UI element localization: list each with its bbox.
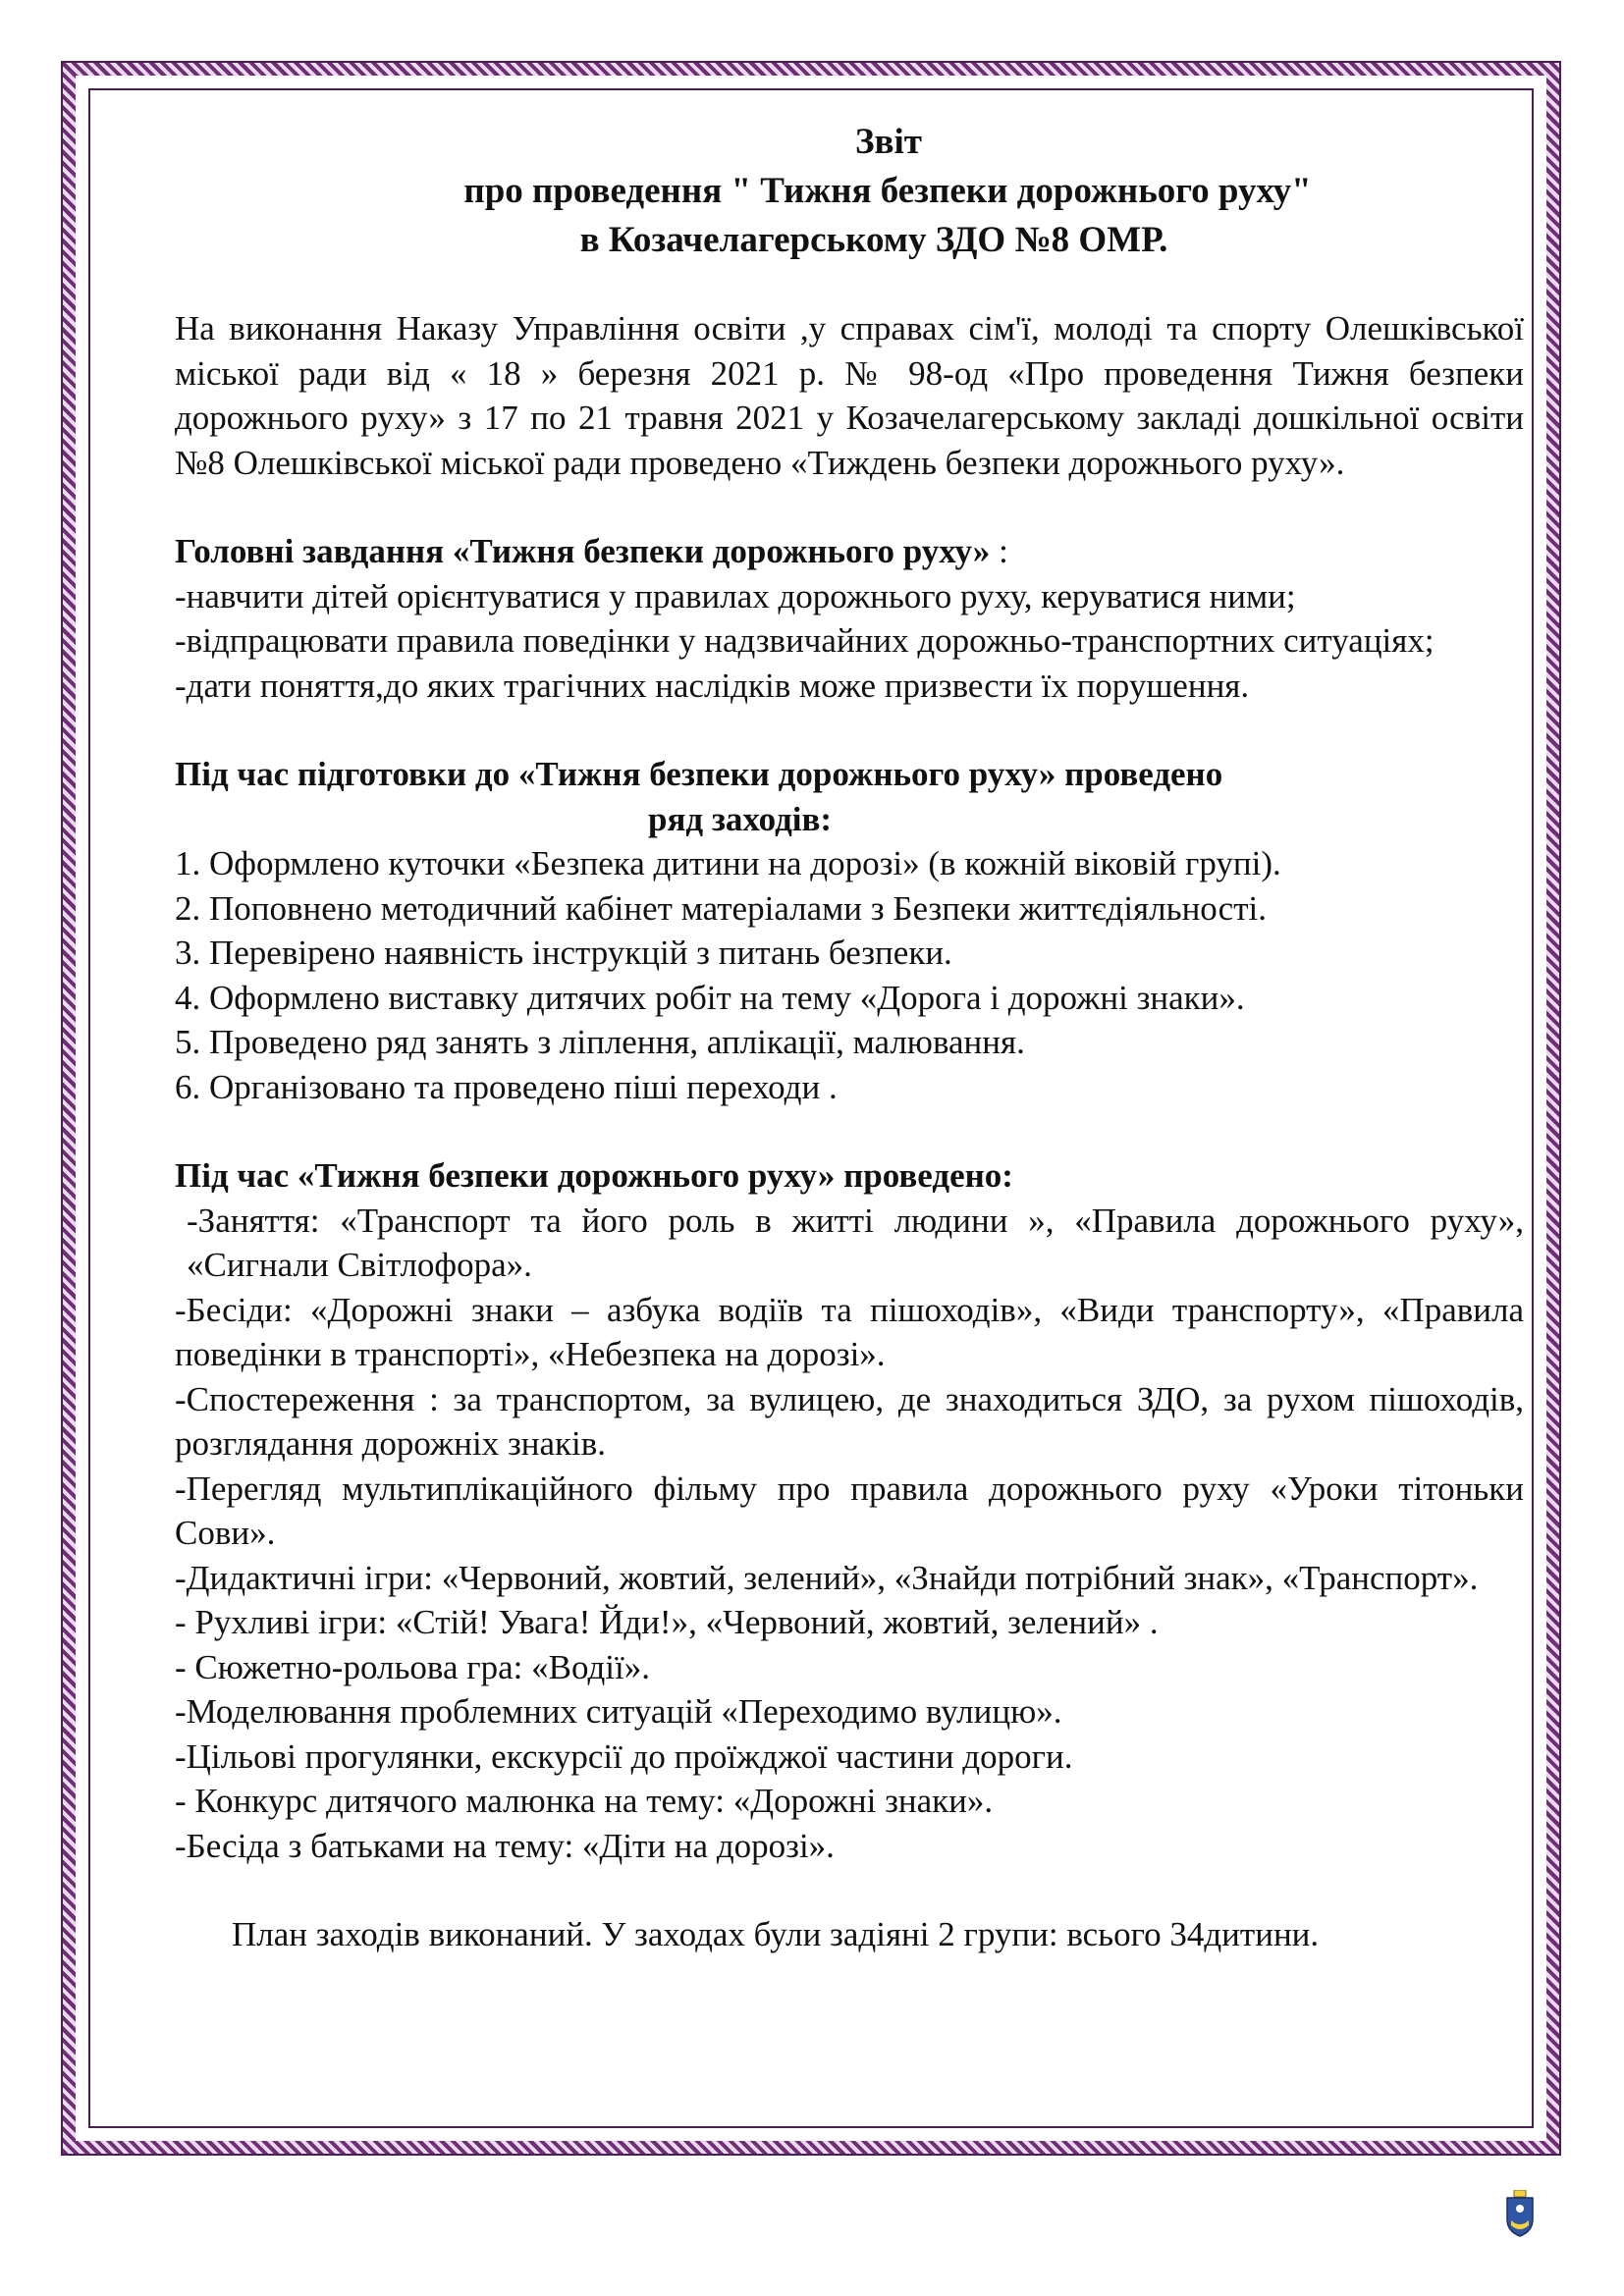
activities-heading: Під час «Тижня безпеки дорожнього руху» проведено: <box>175 1156 1013 1195</box>
main-tasks-heading-text: Головні завдання «Тижня безпеки дорожнього руху» <box>175 532 991 570</box>
preparation-item: 3. Перевірено наявність інструкцій з питань безпеки. <box>175 934 952 972</box>
preparation-item: 2. Поповнено методичний кабінет матеріалами з Безпеки життєдіяльності. <box>175 888 1267 928</box>
task-item: -навчити дітей орієнтуватися у правилах дорожнього руху, керуватися ними; <box>175 576 1296 615</box>
section-spacer <box>175 1109 1524 1153</box>
main-tasks-heading-colon: : <box>990 532 1008 570</box>
shield-shape <box>1507 2198 1533 2236</box>
coat-of-arms-svg <box>1505 2190 1535 2237</box>
title-line-institution: в Козачелагерському ЗДО №8 ОМР. <box>579 220 1168 260</box>
activity-item: - Конкурс дитячого малюнка на тему: «Дорожні знаки». <box>175 1782 994 1820</box>
preparation-item: 4. Оформлено виставку дитячих робіт на тему «Дорога і дорожні знаки». <box>175 978 1245 1017</box>
activity-item: -Моделювання проблемних ситуацій «Переходимо вулицю». <box>175 1692 1062 1731</box>
shield-emblem <box>1516 2205 1524 2213</box>
task-item: -дати поняття,до яких трагічних наслідків може призвести їх порушення. <box>175 666 1250 705</box>
main-tasks-heading <box>175 529 1524 574</box>
activity-item: -Заняття: «Транспорт та його роль в житті людини », «Правила дорожнього руху», «Сигнали Світлофора». <box>187 1201 1524 1284</box>
section-spacer <box>175 708 1524 752</box>
activity-item: -Перегляд мультиплікаційного фільму про правила дорожнього руху «Уроки тітоньки Сови». <box>175 1468 1524 1552</box>
title-line-report: Звіт <box>855 122 922 162</box>
crown-shape <box>1514 2190 1526 2197</box>
activity-item: -Цільові прогулянки, екскурсії до проїжджої частини дороги. <box>175 1736 1073 1776</box>
main-tasks-section <box>175 529 1524 708</box>
preparation-item: 5. Проведено ряд занять з ліплення, аплікації, малювання. <box>175 1023 1025 1061</box>
intro-paragraph: На виконання Наказу Управління освіти ,у справах сім'ї, молоді та спорту Олешківської міської ради від « 18 » березня 2021 р. № 98-од «Про проведення Тижня безпеки дорожнього руху» з 17 по 21 травня 2021 у Козачелагерському закладі дошкільної освіти №8 Олешківської міської ради проведено «Тиждень безпеки дорожнього руху». <box>175 309 1524 482</box>
section-spacer <box>175 485 1524 529</box>
report-document <box>175 118 1524 1957</box>
preparation-section <box>175 752 1524 1109</box>
task-item: -відпрацювати правила поведінки у надзвичайних дорожньо-транспортних ситуаціях; <box>175 621 1435 660</box>
report-title <box>175 118 1524 265</box>
activity-item: -Дидактичні ігри: «Червоний, жовтий, зелений», «Знайди потрібний знак», «Транспорт». <box>175 1558 1479 1597</box>
preparation-heading-line-2: ряд заходів: <box>648 799 833 838</box>
preparation-item: 6. Організовано та проведено піші переходи . <box>175 1067 838 1106</box>
preparation-heading-line-1: Під час підготовки до «Тижня безпеки дорожнього руху» проведено <box>175 755 1223 793</box>
activity-item: -Бесіди: «Дорожні знаки – азбука водіїв та пішоходів», «Види транспорту», «Правила поведінки в транспорті», «Небезпека на дорозі». <box>175 1290 1524 1373</box>
preparation-item: 1. Оформлено куточки «Безпека дитини на дорозі» (в кожній віковій групі). <box>175 844 1281 882</box>
activity-item: -Бесіда з батьками на тему: «Діти на дорозі». <box>175 1826 835 1865</box>
coat-of-arms-icon <box>1505 2190 1535 2237</box>
title-line-topic: про проведення " Тижня безпеки дорожнього руху" <box>463 171 1312 211</box>
closing-summary: План заходів виконаний. У заходах були задіяні 2 групи: всього 34дитини. <box>232 1915 1320 1953</box>
activity-item: - Сюжетно-рольова гра: «Водії». <box>175 1647 650 1686</box>
activities-section <box>175 1153 1524 1868</box>
activity-item: - Рухливі ігри: «Стій! Увага! Йди!», «Червоний, жовтий, зелений» . <box>175 1603 1159 1641</box>
activity-item: -Спостереження : за транспортом, за вулицею, де знаходиться ЗДО, за рухом пішоходів, розглядання дорожніх знаків. <box>175 1379 1524 1463</box>
